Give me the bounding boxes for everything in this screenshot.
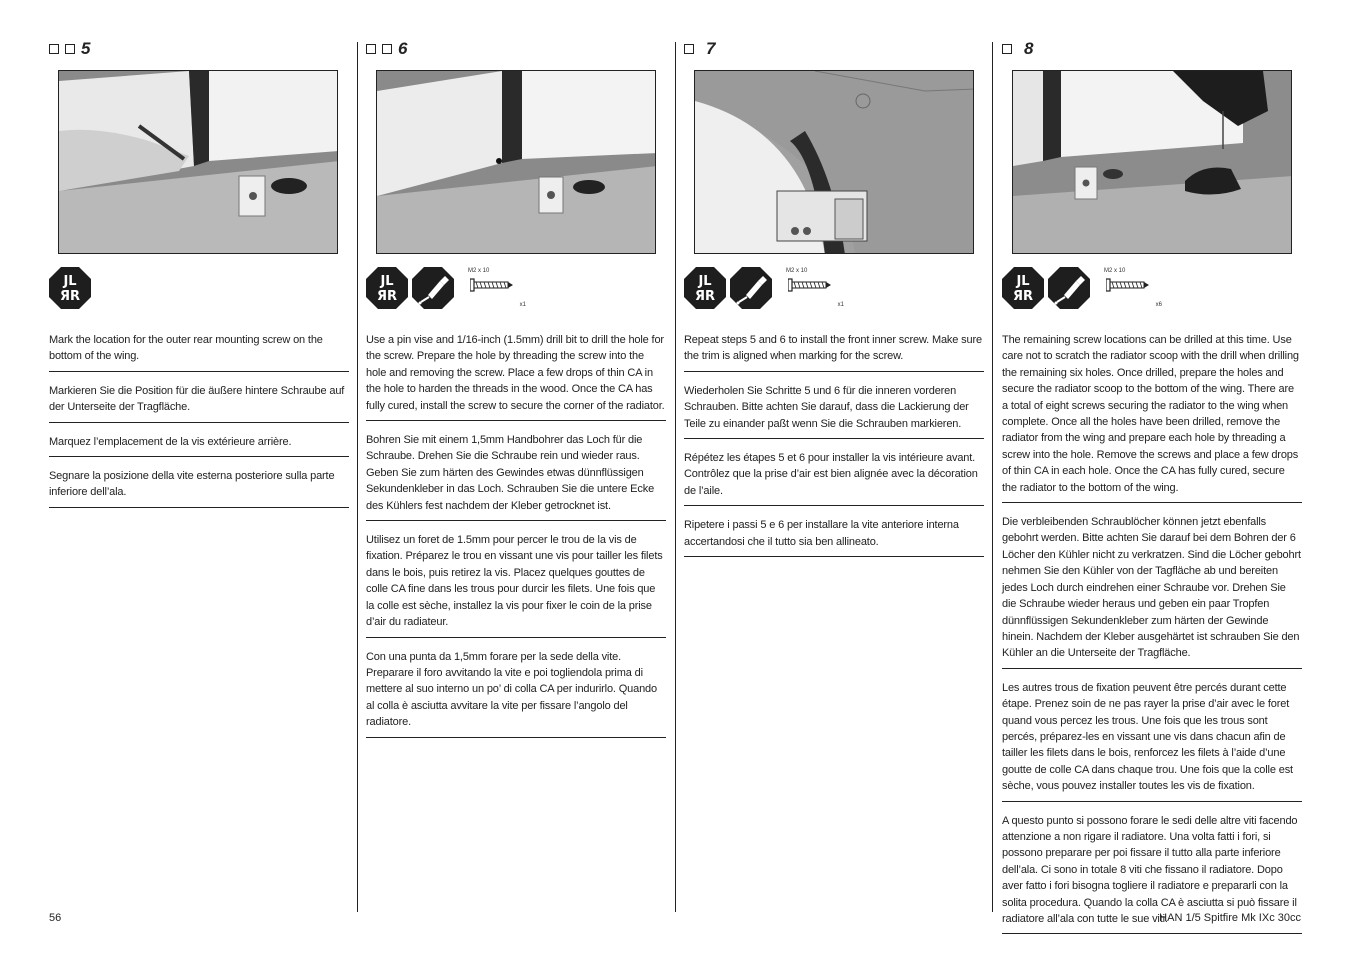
paragraph-it: A questo punto si possono forare le sedi delle altre viti facendo attenzione a non rigare il radiatore. Una volta fatti i fori, si possono preparare per poi fissare il tutto alla parte inferiore dell’ala. Ci sono in totale 8 viti che fissano il radiatore. Dopo aver fatto i fori bisogna togliere il radiatore e prepararli con la solita procedura. Quando la colla CA è asciutta si può fissare il radiatore all’ala con tutte le sue viti. (1002, 813, 1302, 935)
checkbox[interactable] (366, 44, 376, 54)
paragraph-en: Mark the location for the outer rear mounting screw on the bottom of the wing. (49, 332, 349, 372)
step-5 (49, 38, 349, 499)
step-number: 7 (706, 39, 716, 58)
screw-quantity: x1 (837, 302, 844, 308)
document-title: HAN 1/5 Spitfire Mk IXc 30cc (1159, 912, 1301, 924)
paragraph-fr: Répétez les étapes 5 et 6 pour installer la vis intérieure avant. Contrôlez que la prise d’air est bien alignée avec la décoration de l’aile. (684, 450, 984, 506)
paragraph-en: The remaining screw locations can be drilled at this time. Use care not to scratch the radiator scoop with the drill when drilling the remaining six holes. Once drilled, prepare the holes and secure the radiator scoop to the bottom of the wing. There are a total of eight screws securing the radiator to the wing when complete. Once all the holes have been drilled, remove the radiator from the wing and prepare each hole by threading a screw into the hole. Remove the screws and place a few drops of thin CA in each hole. Once the CA has fully cured, secure the radiator to the bottom of the wing. (1002, 332, 1302, 503)
checkbox[interactable] (1002, 44, 1012, 54)
flip-wing-icon (366, 267, 408, 309)
step-number: 5 (81, 39, 91, 58)
step-number: 6 (398, 39, 408, 58)
step-photo (1012, 70, 1292, 254)
step-photo (58, 70, 338, 254)
flip-wing-icon (684, 267, 726, 309)
svg-text:JL: JL (380, 274, 394, 289)
screw-quantity: x1 (519, 302, 526, 308)
svg-text:ЯR: ЯR (1012, 289, 1034, 304)
step-icons (684, 266, 846, 310)
screw-spec (786, 268, 846, 308)
paragraph-en: Repeat steps 5 and 6 to install the front inner screw. Make sure the trim is aligned when marking for the screw. (684, 332, 984, 372)
step-7 (684, 38, 984, 548)
instruction-text (1002, 321, 1302, 940)
checkbox[interactable] (684, 44, 694, 54)
svg-text:JL: JL (698, 274, 712, 289)
screw-size: M2 x 10 (786, 268, 808, 274)
paragraph-fr: Marquez l’emplacement de la vis extérieure arrière. (49, 434, 349, 457)
flip-wing-icon (49, 267, 91, 309)
screw-size: M2 x 10 (468, 268, 490, 274)
paragraph-de: Wiederholen Sie Schritte 5 und 6 für die inneren vorderen Schrauben. Bitte achten Sie darauf, dass die Lackierung der Teile zu einander paßt wenn Sie die Schrauben markieren. (684, 383, 984, 439)
checkbox[interactable] (49, 44, 59, 54)
paragraph-it: Con una punta da 1,5mm forare per la sede della vite. Preparare il foro avvitando la vite e poi togliendola prima di mettere al suo interno un po’ di colla CA per indurirlo. Quando al colla è asciutta avvitare la vite per fissare l’angolo del radiatore. (366, 649, 666, 738)
paragraph-fr: Les autres trous de fixation peuvent être percés durant cette étape. Prenez soin de ne pas rayer la prise d’air avec le foret quand vous percez les trous. Une fois que les trous sont percés, préparez-les en vissant une vis dans chacun afin de tailler les filets dans le bois, renforcez les filets à l’aide d’une goutte de colle CA dans chaque trou. Une fois que la colle est sèche, vous pouvez installer toutes les vis de fixation. (1002, 680, 1302, 802)
ca-glue-icon (730, 267, 772, 309)
step-header (49, 38, 349, 60)
step-icons (366, 266, 528, 310)
screw-spec (1104, 268, 1164, 308)
screw-quantity: x6 (1155, 302, 1162, 308)
column-divider (675, 42, 676, 912)
checkbox[interactable] (65, 44, 75, 54)
page-number: 56 (49, 912, 62, 924)
instruction-text (684, 321, 984, 563)
flip-wing-icon (1002, 267, 1044, 309)
paragraph-de: Markieren Sie die Position für die äußere hintere Schraube auf der Unterseite der Tragfläche. (49, 383, 349, 423)
screw-spec (468, 268, 528, 308)
column-divider (357, 42, 358, 912)
step-header (1002, 38, 1302, 60)
screw-size: M2 x 10 (1104, 268, 1126, 274)
ca-glue-icon (412, 267, 454, 309)
checkbox[interactable] (382, 44, 392, 54)
step-photo (694, 70, 974, 254)
svg-text:ЯR: ЯR (376, 289, 398, 304)
step-number: 8 (1024, 39, 1034, 58)
svg-text:JL: JL (1016, 274, 1030, 289)
screw-icon (470, 278, 514, 292)
column-divider (992, 42, 993, 912)
svg-text:ЯR: ЯR (694, 289, 716, 304)
paragraph-en: Use a pin vise and 1/16-inch (1.5mm) drill bit to drill the hole for the screw. Prepare the hole by threading the screw into the hole and removing the screw. Place a few drops of thin CA in the hole to harden the threads in the wood. Once the CA has fully cured, install the screw to secure the corner of the radiator. (366, 332, 666, 421)
instruction-text (366, 321, 666, 744)
screw-icon (788, 278, 832, 292)
step-header (684, 38, 984, 60)
step-header (366, 38, 666, 60)
instruction-text (49, 321, 349, 514)
paragraph-it: Ripetere i passi 5 e 6 per installare la vite anteriore interna accertandosi che il tutto sia ben allineato. (684, 517, 984, 557)
svg-text:JL: JL (63, 274, 77, 289)
paragraph-fr: Utilisez un foret de 1.5mm pour percer le trou de la vis de fixation. Préparez le trou en vissant une vis pour tailler les filets dans le bois, puis retirez la vis. Placez quelques gouttes de colle CA fine dans les trous pour durcir les filets. Une fois que la colle est sèche, installez la vis pour fixer le coin de la prise d’air du radiateur. (366, 532, 666, 637)
step-photo (376, 70, 656, 254)
svg-text:ЯR: ЯR (59, 289, 81, 304)
ca-glue-icon (1048, 267, 1090, 309)
screw-icon (1106, 278, 1150, 292)
step-icons (1002, 266, 1164, 310)
paragraph-de: Bohren Sie mit einem 1,5mm Handbohrer das Loch für die Schraube. Drehen Sie die Schraube rein und wieder raus. Geben Sie zum härten des Gewindes etwas dünnflüssigen Sekundenkleber in das Loch. Schrauben Sie die untere Ecke des Kühlers fest nachdem der Kleber getrocknet ist. (366, 432, 666, 521)
paragraph-de: Die verbleibenden Schraublöcher können jetzt ebenfalls gebohrt werden. Bitte achten Sie darauf bei dem Bohren der 6 Löcher den Kühler nicht zu verkratzen. Sind die Löcher gebohrt nehmen Sie den Kühler von der Tagfläche ab und bereiten jedes Loch durch eindrehen einer Schraube vor. Drehen Sie die Schraube wieder heraus und geben ein paar Tropfen dünnflüssigen Sekundenkleber zum härten der Gewinde hinein. Nachdem der Kleber ausgehärtet ist schrauben Sie den Kühler an die Unterseite der Tragfläche. (1002, 514, 1302, 669)
step-icons (49, 266, 91, 310)
paragraph-it: Segnare la posizione della vite esterna posteriore sulla parte inferiore dell’ala. (49, 468, 349, 508)
step-6 (366, 38, 666, 729)
